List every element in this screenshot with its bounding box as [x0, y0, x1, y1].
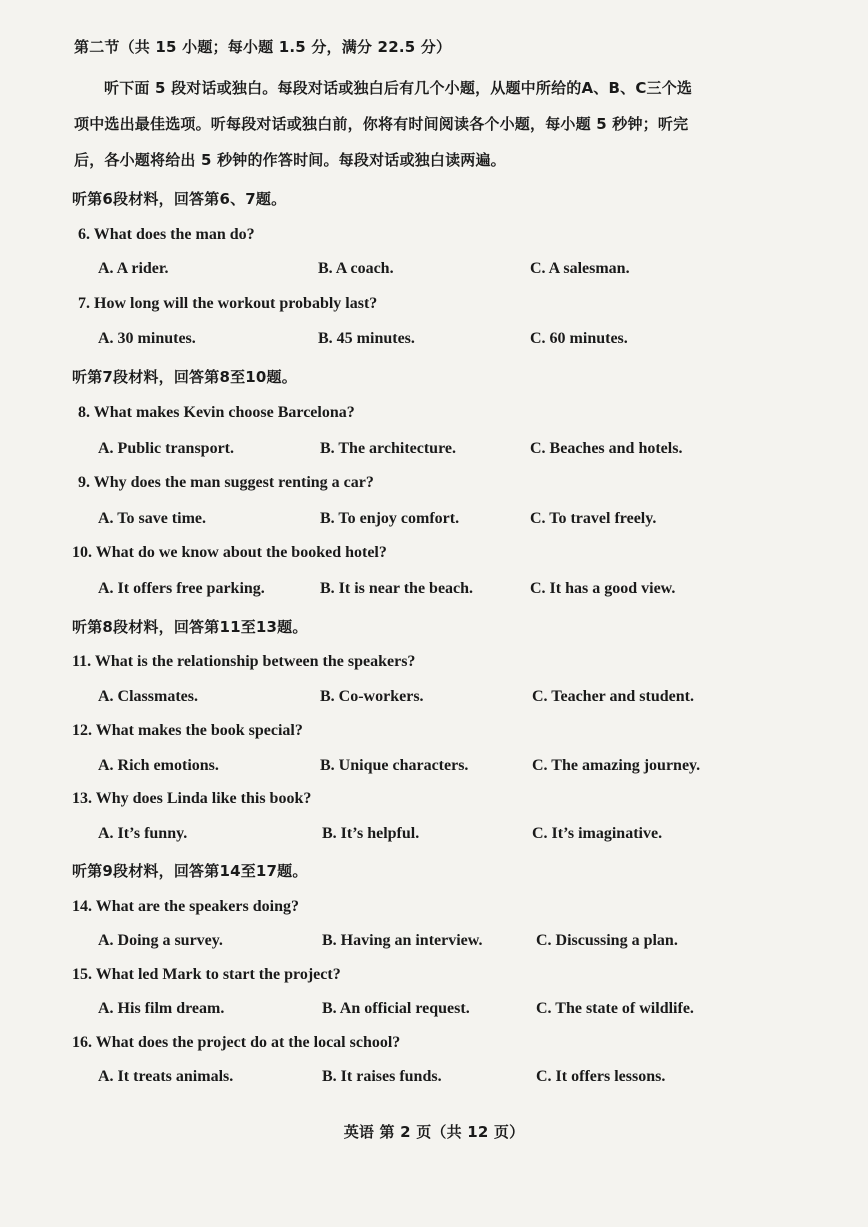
option-8b: B. The architecture. [320, 440, 456, 457]
option-16c: C. It offers lessons. [536, 1068, 666, 1085]
instructions-line-1: 听下面 5 段对话或独白。每段对话或独白后有几个小题，从题中所给的A、B、C三个选 [104, 79, 693, 97]
option-16a: A. It treats animals. [98, 1068, 234, 1085]
instructions-line-2: 项中选出最佳选项。听每段对话或独白前，你将有时间阅读各个小题，每小题 5 秒钟；听完 [74, 115, 689, 133]
option-10b: B. It is near the beach. [320, 580, 474, 597]
option-14a: A. Doing a survey. [98, 932, 223, 949]
option-9c: C. To travel freely. [530, 510, 657, 527]
option-15b: B. An official request. [322, 1000, 470, 1017]
question-10: 10. What do we know about the booked hotel? [72, 544, 387, 561]
option-9a: A. To save time. [98, 510, 206, 527]
option-11c: C. Teacher and student. [532, 688, 694, 705]
section-title-6: 听第6段材料，回答第6、7题。 [72, 190, 287, 208]
option-7c: C. 60 minutes. [530, 330, 628, 347]
option-13c: C. It’s imaginative. [532, 825, 663, 842]
instructions [74, 70, 802, 178]
question-6: 6. What does the man do? [78, 226, 255, 243]
option-7b: B. 45 minutes. [318, 330, 415, 347]
option-8a: A. Public transport. [98, 440, 234, 457]
option-6b: B. A coach. [318, 260, 394, 277]
section-heading: 第二节（共 15 小题；每小题 1.5 分，满分 22.5 分） [74, 38, 452, 56]
section-title-9: 听第9段材料，回答第14至17题。 [72, 862, 308, 880]
option-7a: A. 30 minutes. [98, 330, 196, 347]
option-13b: B. It’s helpful. [322, 825, 420, 842]
question-11: 11. What is the relationship between the speakers? [72, 653, 416, 670]
option-13a: A. It’s funny. [98, 825, 188, 842]
option-8c: C. Beaches and hotels. [530, 440, 683, 457]
question-8: 8. What makes Kevin choose Barcelona? [78, 404, 355, 421]
option-6c: C. A salesman. [530, 260, 630, 277]
question-14: 14. What are the speakers doing? [72, 898, 299, 915]
option-12a: A. Rich emotions. [98, 757, 219, 774]
instructions-line-3: 后，各小题将给出 5 秒钟的作答时间。每段对话或独白读两遍。 [74, 151, 506, 169]
question-12: 12. What makes the book special? [72, 722, 303, 739]
option-16b: B. It raises funds. [322, 1068, 442, 1085]
question-16: 16. What does the project do at the local school? [72, 1034, 401, 1051]
option-15a: A. His film dream. [98, 1000, 225, 1017]
question-7: 7. How long will the workout probably last? [78, 295, 378, 312]
page-footer: 英语 第 2 页（共 12 页） [343, 1123, 525, 1141]
section-title-7: 听第7段材料，回答第8至10题。 [72, 368, 297, 386]
option-14c: C. Discussing a plan. [536, 932, 678, 949]
option-15c: C. The state of wildlife. [536, 1000, 694, 1017]
option-12b: B. Unique characters. [320, 757, 469, 774]
option-11b: B. Co-workers. [320, 688, 424, 705]
option-10c: C. It has a good view. [530, 580, 676, 597]
option-11a: A. Classmates. [98, 688, 198, 705]
option-9b: B. To enjoy comfort. [320, 510, 460, 527]
question-9: 9. Why does the man suggest renting a car? [78, 474, 374, 491]
option-6a: A. A rider. [98, 260, 169, 277]
option-10a: A. It offers free parking. [98, 580, 265, 597]
option-14b: B. Having an interview. [322, 932, 483, 949]
section-title-8: 听第8段材料，回答第11至13题。 [72, 618, 308, 636]
question-13: 13. Why does Linda like this book? [72, 790, 312, 807]
option-12c: C. The amazing journey. [532, 757, 701, 774]
question-15: 15. What led Mark to start the project? [72, 966, 341, 983]
